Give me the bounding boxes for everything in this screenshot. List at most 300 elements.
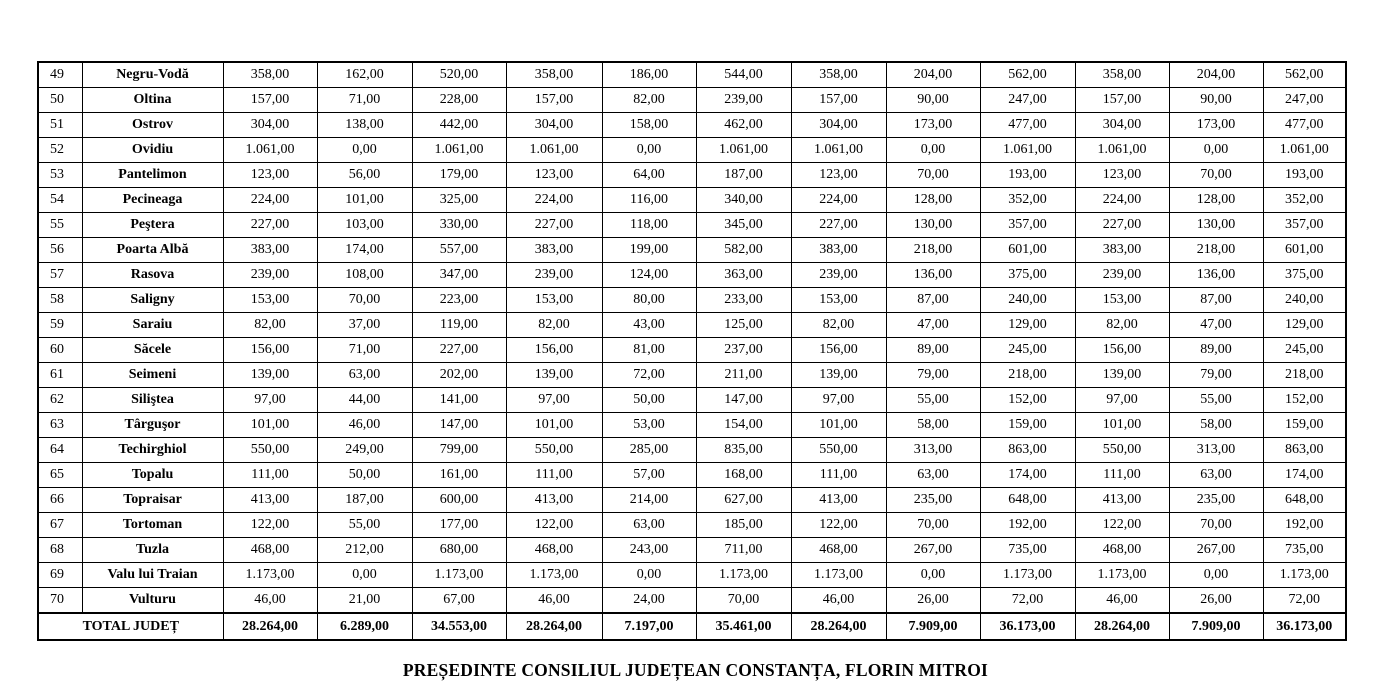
value-cell: 601,00 — [1263, 238, 1346, 263]
locality-name: Seimeni — [82, 363, 223, 388]
value-cell: 235,00 — [886, 488, 980, 513]
value-cell: 383,00 — [506, 238, 602, 263]
row-number: 56 — [38, 238, 82, 263]
value-cell: 237,00 — [696, 338, 791, 363]
value-cell: 136,00 — [1169, 263, 1263, 288]
row-number: 49 — [38, 62, 82, 88]
row-number: 51 — [38, 113, 82, 138]
value-cell: 375,00 — [980, 263, 1075, 288]
table-row — [38, 88, 1346, 113]
value-cell: 1.061,00 — [412, 138, 506, 163]
value-cell: 70,00 — [317, 288, 412, 313]
table-row — [38, 163, 1346, 188]
value-cell: 247,00 — [1263, 88, 1346, 113]
locality-name: Siliştea — [82, 388, 223, 413]
value-cell: 80,00 — [602, 288, 696, 313]
value-cell: 63,00 — [602, 513, 696, 538]
table-row — [38, 263, 1346, 288]
row-number: 55 — [38, 213, 82, 238]
value-cell: 550,00 — [223, 438, 317, 463]
value-cell: 157,00 — [223, 88, 317, 113]
value-cell: 123,00 — [223, 163, 317, 188]
value-cell: 108,00 — [317, 263, 412, 288]
value-cell: 1.173,00 — [1263, 563, 1346, 588]
value-cell: 26,00 — [1169, 588, 1263, 614]
value-cell: 218,00 — [1263, 363, 1346, 388]
row-number: 54 — [38, 188, 82, 213]
value-cell: 123,00 — [1075, 163, 1169, 188]
table-row — [38, 488, 1346, 513]
locality-name: Negru-Vodă — [82, 62, 223, 88]
value-cell: 413,00 — [791, 488, 886, 513]
locality-name: Tuzla — [82, 538, 223, 563]
locality-name: Topalu — [82, 463, 223, 488]
value-cell: 97,00 — [1075, 388, 1169, 413]
value-cell: 152,00 — [980, 388, 1075, 413]
value-cell: 139,00 — [1075, 363, 1169, 388]
total-cell: 36.173,00 — [980, 613, 1075, 640]
value-cell: 245,00 — [980, 338, 1075, 363]
total-cell: 7.909,00 — [886, 613, 980, 640]
value-cell: 123,00 — [506, 163, 602, 188]
value-cell: 227,00 — [1075, 213, 1169, 238]
value-cell: 193,00 — [1263, 163, 1346, 188]
value-cell: 81,00 — [602, 338, 696, 363]
value-cell: 363,00 — [696, 263, 791, 288]
value-cell: 90,00 — [886, 88, 980, 113]
value-cell: 224,00 — [223, 188, 317, 213]
value-cell: 153,00 — [223, 288, 317, 313]
value-cell: 304,00 — [1075, 113, 1169, 138]
locality-name: Poarta Albă — [82, 238, 223, 263]
value-cell: 202,00 — [412, 363, 506, 388]
total-cell: 28.264,00 — [506, 613, 602, 640]
value-cell: 177,00 — [412, 513, 506, 538]
table-row — [38, 213, 1346, 238]
value-cell: 101,00 — [506, 413, 602, 438]
value-cell: 97,00 — [506, 388, 602, 413]
table-row — [38, 113, 1346, 138]
value-cell: 79,00 — [886, 363, 980, 388]
value-cell: 101,00 — [317, 188, 412, 213]
value-cell: 63,00 — [1169, 463, 1263, 488]
value-cell: 153,00 — [506, 288, 602, 313]
value-cell: 72,00 — [980, 588, 1075, 614]
value-cell: 477,00 — [1263, 113, 1346, 138]
row-number: 50 — [38, 88, 82, 113]
value-cell: 154,00 — [696, 413, 791, 438]
value-cell: 358,00 — [1075, 62, 1169, 88]
value-cell: 0,00 — [1169, 138, 1263, 163]
row-number: 69 — [38, 563, 82, 588]
value-cell: 0,00 — [886, 563, 980, 588]
value-cell: 63,00 — [886, 463, 980, 488]
row-number: 70 — [38, 588, 82, 614]
value-cell: 235,00 — [1169, 488, 1263, 513]
value-cell: 118,00 — [602, 213, 696, 238]
value-cell: 21,00 — [317, 588, 412, 614]
table-row — [38, 288, 1346, 313]
value-cell: 24,00 — [602, 588, 696, 614]
value-cell: 152,00 — [1263, 388, 1346, 413]
value-cell: 304,00 — [506, 113, 602, 138]
value-cell: 863,00 — [980, 438, 1075, 463]
value-cell: 50,00 — [317, 463, 412, 488]
locality-name: Techirghiol — [82, 438, 223, 463]
value-cell: 711,00 — [696, 538, 791, 563]
value-cell: 111,00 — [1075, 463, 1169, 488]
value-cell: 82,00 — [602, 88, 696, 113]
locality-name: Valu lui Traian — [82, 563, 223, 588]
value-cell: 82,00 — [791, 313, 886, 338]
value-cell: 173,00 — [1169, 113, 1263, 138]
value-cell: 82,00 — [506, 313, 602, 338]
value-cell: 648,00 — [1263, 488, 1346, 513]
value-cell: 122,00 — [1075, 513, 1169, 538]
row-number: 68 — [38, 538, 82, 563]
value-cell: 192,00 — [1263, 513, 1346, 538]
value-cell: 53,00 — [602, 413, 696, 438]
value-cell: 186,00 — [602, 62, 696, 88]
value-cell: 1.173,00 — [1075, 563, 1169, 588]
value-cell: 72,00 — [602, 363, 696, 388]
value-cell: 71,00 — [317, 88, 412, 113]
value-cell: 627,00 — [696, 488, 791, 513]
value-cell: 156,00 — [506, 338, 602, 363]
row-number: 53 — [38, 163, 82, 188]
value-cell: 193,00 — [980, 163, 1075, 188]
table-row — [38, 188, 1346, 213]
row-number: 52 — [38, 138, 82, 163]
value-cell: 239,00 — [791, 263, 886, 288]
value-cell: 87,00 — [1169, 288, 1263, 313]
value-cell: 442,00 — [412, 113, 506, 138]
table-row — [38, 138, 1346, 163]
value-cell: 153,00 — [1075, 288, 1169, 313]
value-cell: 168,00 — [696, 463, 791, 488]
value-cell: 199,00 — [602, 238, 696, 263]
value-cell: 37,00 — [317, 313, 412, 338]
value-cell: 562,00 — [980, 62, 1075, 88]
value-cell: 227,00 — [412, 338, 506, 363]
value-cell: 57,00 — [602, 463, 696, 488]
value-cell: 97,00 — [791, 388, 886, 413]
value-cell: 128,00 — [886, 188, 980, 213]
value-cell: 468,00 — [506, 538, 602, 563]
total-cell: 35.461,00 — [696, 613, 791, 640]
value-cell: 357,00 — [980, 213, 1075, 238]
value-cell: 187,00 — [317, 488, 412, 513]
value-cell: 111,00 — [791, 463, 886, 488]
value-cell: 267,00 — [886, 538, 980, 563]
table-row — [38, 62, 1346, 88]
locality-name: Topraisar — [82, 488, 223, 513]
value-cell: 153,00 — [791, 288, 886, 313]
value-cell: 50,00 — [602, 388, 696, 413]
value-cell: 157,00 — [791, 88, 886, 113]
value-cell: 249,00 — [317, 438, 412, 463]
total-row — [38, 613, 1346, 640]
value-cell: 130,00 — [1169, 213, 1263, 238]
value-cell: 147,00 — [696, 388, 791, 413]
value-cell: 413,00 — [1075, 488, 1169, 513]
value-cell: 111,00 — [506, 463, 602, 488]
value-cell: 138,00 — [317, 113, 412, 138]
table-row — [38, 413, 1346, 438]
table-row — [38, 588, 1346, 614]
row-number: 61 — [38, 363, 82, 388]
value-cell: 358,00 — [791, 62, 886, 88]
value-cell: 179,00 — [412, 163, 506, 188]
value-cell: 0,00 — [317, 138, 412, 163]
value-cell: 224,00 — [1075, 188, 1169, 213]
value-cell: 71,00 — [317, 338, 412, 363]
value-cell: 1.061,00 — [1263, 138, 1346, 163]
value-cell: 352,00 — [980, 188, 1075, 213]
value-cell: 1.061,00 — [223, 138, 317, 163]
value-cell: 863,00 — [1263, 438, 1346, 463]
total-cell: 28.264,00 — [1075, 613, 1169, 640]
value-cell: 157,00 — [1075, 88, 1169, 113]
value-cell: 187,00 — [696, 163, 791, 188]
value-cell: 211,00 — [696, 363, 791, 388]
row-number: 62 — [38, 388, 82, 413]
value-cell: 680,00 — [412, 538, 506, 563]
value-cell: 47,00 — [886, 313, 980, 338]
value-cell: 139,00 — [223, 363, 317, 388]
value-cell: 82,00 — [223, 313, 317, 338]
value-cell: 1.061,00 — [1075, 138, 1169, 163]
value-cell: 122,00 — [223, 513, 317, 538]
value-cell: 550,00 — [506, 438, 602, 463]
allocation-table — [37, 61, 1347, 641]
value-cell: 330,00 — [412, 213, 506, 238]
value-cell: 600,00 — [412, 488, 506, 513]
value-cell: 89,00 — [886, 338, 980, 363]
value-cell: 224,00 — [791, 188, 886, 213]
value-cell: 185,00 — [696, 513, 791, 538]
value-cell: 735,00 — [980, 538, 1075, 563]
total-cell: 36.173,00 — [1263, 613, 1346, 640]
total-cell: 7.909,00 — [1169, 613, 1263, 640]
table-row — [38, 313, 1346, 338]
value-cell: 55,00 — [1169, 388, 1263, 413]
row-number: 67 — [38, 513, 82, 538]
locality-name: Pecineaga — [82, 188, 223, 213]
value-cell: 352,00 — [1263, 188, 1346, 213]
total-cell: 34.553,00 — [412, 613, 506, 640]
value-cell: 174,00 — [1263, 463, 1346, 488]
value-cell: 383,00 — [1075, 238, 1169, 263]
value-cell: 55,00 — [317, 513, 412, 538]
value-cell: 239,00 — [223, 263, 317, 288]
value-cell: 97,00 — [223, 388, 317, 413]
value-cell: 44,00 — [317, 388, 412, 413]
value-cell: 139,00 — [506, 363, 602, 388]
value-cell: 1.173,00 — [412, 563, 506, 588]
value-cell: 468,00 — [223, 538, 317, 563]
table-row — [38, 563, 1346, 588]
value-cell: 413,00 — [223, 488, 317, 513]
locality-name: Pantelimon — [82, 163, 223, 188]
value-cell: 46,00 — [317, 413, 412, 438]
value-cell: 72,00 — [1263, 588, 1346, 614]
table-row — [38, 463, 1346, 488]
value-cell: 562,00 — [1263, 62, 1346, 88]
value-cell: 582,00 — [696, 238, 791, 263]
value-cell: 214,00 — [602, 488, 696, 513]
row-number: 66 — [38, 488, 82, 513]
value-cell: 82,00 — [1075, 313, 1169, 338]
value-cell: 245,00 — [1263, 338, 1346, 363]
value-cell: 227,00 — [506, 213, 602, 238]
value-cell: 64,00 — [602, 163, 696, 188]
value-cell: 43,00 — [602, 313, 696, 338]
value-cell: 557,00 — [412, 238, 506, 263]
value-cell: 212,00 — [317, 538, 412, 563]
row-number: 65 — [38, 463, 82, 488]
value-cell: 90,00 — [1169, 88, 1263, 113]
row-number: 63 — [38, 413, 82, 438]
value-cell: 228,00 — [412, 88, 506, 113]
value-cell: 46,00 — [791, 588, 886, 614]
value-cell: 119,00 — [412, 313, 506, 338]
value-cell: 67,00 — [412, 588, 506, 614]
value-cell: 174,00 — [980, 463, 1075, 488]
value-cell: 383,00 — [791, 238, 886, 263]
value-cell: 247,00 — [980, 88, 1075, 113]
locality-name: Saligny — [82, 288, 223, 313]
value-cell: 239,00 — [506, 263, 602, 288]
value-cell: 139,00 — [791, 363, 886, 388]
value-cell: 70,00 — [1169, 513, 1263, 538]
value-cell: 136,00 — [886, 263, 980, 288]
value-cell: 173,00 — [886, 113, 980, 138]
value-cell: 101,00 — [223, 413, 317, 438]
locality-name: Târguşor — [82, 413, 223, 438]
value-cell: 304,00 — [791, 113, 886, 138]
value-cell: 358,00 — [223, 62, 317, 88]
value-cell: 147,00 — [412, 413, 506, 438]
value-cell: 1.173,00 — [980, 563, 1075, 588]
value-cell: 313,00 — [886, 438, 980, 463]
value-cell: 158,00 — [602, 113, 696, 138]
value-cell: 227,00 — [223, 213, 317, 238]
value-cell: 122,00 — [791, 513, 886, 538]
value-cell: 240,00 — [1263, 288, 1346, 313]
value-cell: 1.061,00 — [791, 138, 886, 163]
value-cell: 89,00 — [1169, 338, 1263, 363]
value-cell: 0,00 — [317, 563, 412, 588]
value-cell: 124,00 — [602, 263, 696, 288]
value-cell: 101,00 — [1075, 413, 1169, 438]
value-cell: 1.061,00 — [506, 138, 602, 163]
value-cell: 70,00 — [886, 513, 980, 538]
total-cell: 7.197,00 — [602, 613, 696, 640]
value-cell: 218,00 — [980, 363, 1075, 388]
value-cell: 243,00 — [602, 538, 696, 563]
value-cell: 340,00 — [696, 188, 791, 213]
value-cell: 313,00 — [1169, 438, 1263, 463]
value-cell: 159,00 — [980, 413, 1075, 438]
table-row — [38, 513, 1346, 538]
value-cell: 218,00 — [1169, 238, 1263, 263]
value-cell: 1.061,00 — [980, 138, 1075, 163]
value-cell: 550,00 — [791, 438, 886, 463]
value-cell: 204,00 — [1169, 62, 1263, 88]
value-cell: 1.173,00 — [696, 563, 791, 588]
value-cell: 55,00 — [886, 388, 980, 413]
table-row — [38, 538, 1346, 563]
value-cell: 1.173,00 — [223, 563, 317, 588]
value-cell: 1.173,00 — [506, 563, 602, 588]
value-cell: 601,00 — [980, 238, 1075, 263]
value-cell: 375,00 — [1263, 263, 1346, 288]
value-cell: 462,00 — [696, 113, 791, 138]
value-cell: 58,00 — [886, 413, 980, 438]
value-cell: 56,00 — [317, 163, 412, 188]
value-cell: 544,00 — [696, 62, 791, 88]
value-cell: 192,00 — [980, 513, 1075, 538]
row-number: 58 — [38, 288, 82, 313]
locality-name: Vulturu — [82, 588, 223, 614]
value-cell: 0,00 — [1169, 563, 1263, 588]
value-cell: 0,00 — [602, 563, 696, 588]
value-cell: 358,00 — [506, 62, 602, 88]
value-cell: 413,00 — [506, 488, 602, 513]
value-cell: 129,00 — [1263, 313, 1346, 338]
table-row — [38, 438, 1346, 463]
signature-line: PREȘEDINTE CONSILIUL JUDEȚEAN CONSTANȚA, FLORIN MITROI — [402, 660, 989, 680]
value-cell: 477,00 — [980, 113, 1075, 138]
table-row — [38, 388, 1346, 413]
value-cell: 63,00 — [317, 363, 412, 388]
value-cell: 111,00 — [223, 463, 317, 488]
value-cell: 159,00 — [1263, 413, 1346, 438]
value-cell: 240,00 — [980, 288, 1075, 313]
value-cell: 122,00 — [506, 513, 602, 538]
value-cell: 26,00 — [886, 588, 980, 614]
value-cell: 383,00 — [223, 238, 317, 263]
value-cell: 129,00 — [980, 313, 1075, 338]
value-cell: 103,00 — [317, 213, 412, 238]
value-cell: 357,00 — [1263, 213, 1346, 238]
value-cell: 239,00 — [696, 88, 791, 113]
value-cell: 58,00 — [1169, 413, 1263, 438]
locality-name: Tortoman — [82, 513, 223, 538]
value-cell: 123,00 — [791, 163, 886, 188]
value-cell: 141,00 — [412, 388, 506, 413]
value-cell: 70,00 — [696, 588, 791, 614]
table-row — [38, 363, 1346, 388]
row-number: 60 — [38, 338, 82, 363]
value-cell: 204,00 — [886, 62, 980, 88]
value-cell: 46,00 — [223, 588, 317, 614]
locality-name: Oltina — [82, 88, 223, 113]
value-cell: 735,00 — [1263, 538, 1346, 563]
value-cell: 70,00 — [1169, 163, 1263, 188]
locality-name: Ostrov — [82, 113, 223, 138]
value-cell: 156,00 — [223, 338, 317, 363]
row-number: 57 — [38, 263, 82, 288]
value-cell: 156,00 — [1075, 338, 1169, 363]
total-cell: 28.264,00 — [791, 613, 886, 640]
value-cell: 835,00 — [696, 438, 791, 463]
value-cell: 468,00 — [1075, 538, 1169, 563]
value-cell: 1.061,00 — [696, 138, 791, 163]
value-cell: 157,00 — [506, 88, 602, 113]
value-cell: 128,00 — [1169, 188, 1263, 213]
